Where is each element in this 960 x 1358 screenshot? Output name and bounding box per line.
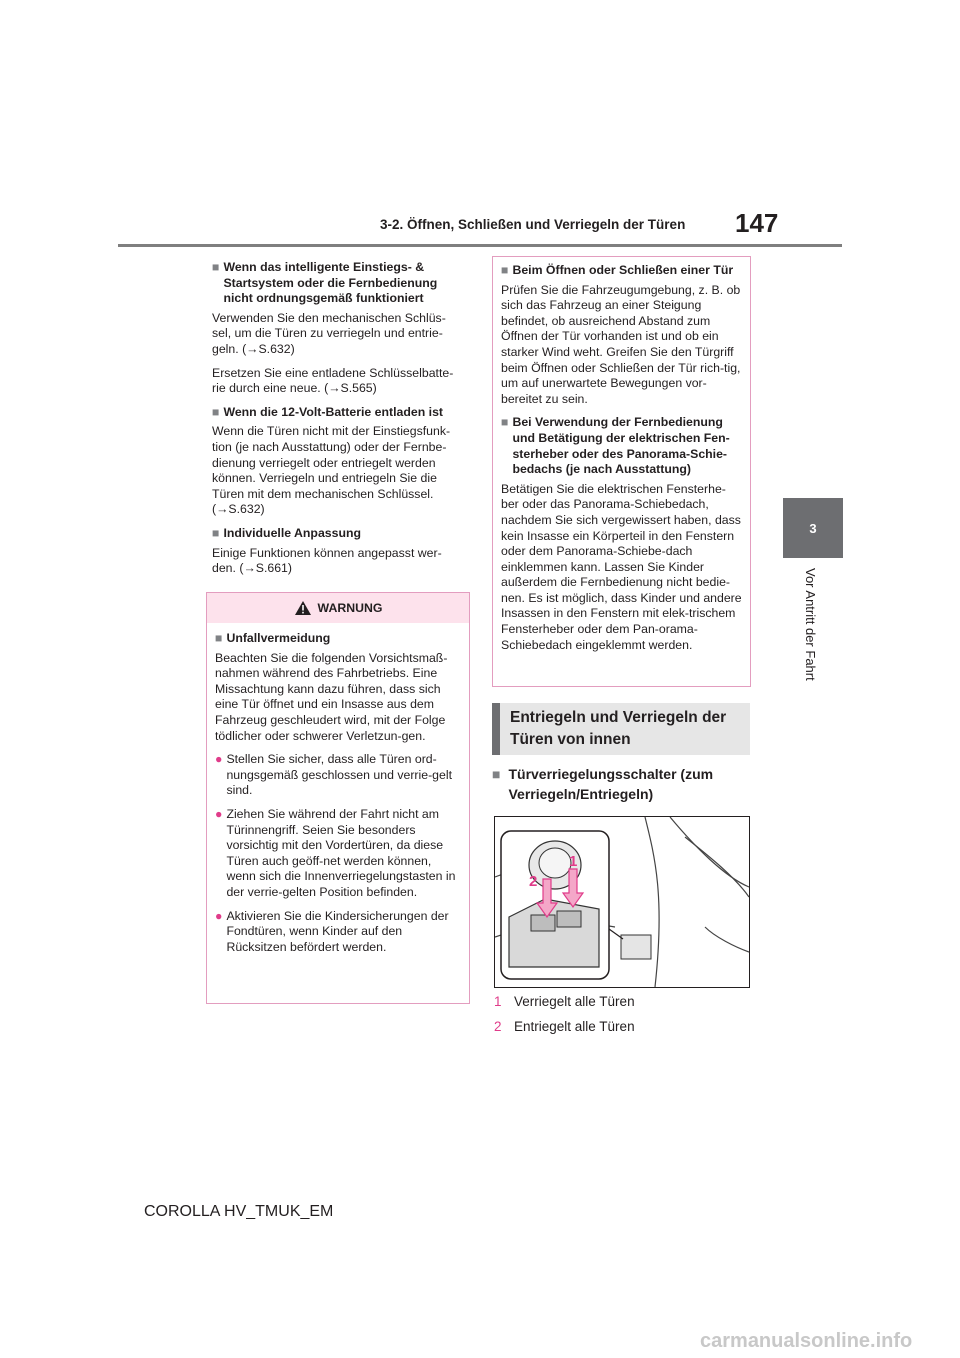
square-bullet-icon: ■ (212, 404, 220, 419)
caption-number: 2 (494, 1019, 502, 1034)
left-column (212, 260, 464, 585)
chapter-label: Vor Antritt der Fahrt (803, 568, 818, 681)
square-bullet-icon: ■ (501, 415, 509, 430)
subheading (212, 526, 464, 542)
paragraph: Ersetzen Sie eine entladene Schlüsselbatte-rie durch eine neue. (→S.565) (212, 365, 454, 396)
figure-label-1: 1 (569, 853, 578, 870)
bullet-dot-icon: ● (215, 752, 223, 767)
warning-box (206, 592, 470, 1004)
subheading (501, 415, 742, 477)
square-bullet-icon: ■ (215, 631, 223, 645)
square-bullet-icon: ■ (501, 263, 509, 277)
caption-item (494, 994, 635, 1009)
subheading-text: Türverriegelungsschalter (zum Verriegeln/Entriegeln) (508, 766, 714, 802)
watermark: carmanualsonline.info (700, 1330, 913, 1352)
list-item-text: Stellen Sie sicher, dass alle Türen ord-nungsgemäß geschlossen und verrie-gelt sind. (226, 752, 453, 798)
subheading (492, 764, 750, 804)
list-item-text: Aktivieren Sie die Kindersicherungen der Fondtüren, wenn Kinder auf den Rücksitzen befördert werden. (226, 908, 449, 954)
subheading-text: Unfallvermeidung (226, 631, 331, 645)
bullet-dot-icon: ● (215, 908, 223, 923)
page-number: 147 (735, 208, 779, 238)
paragraph: Verwenden Sie den mechanischen Schlüs-sel, um die Türen zu verriegeln und entrie-geln. (→S.632) (212, 310, 446, 356)
caption-text: Entriegelt alle Türen (514, 1019, 635, 1034)
door-panel-drawing (495, 817, 749, 987)
caption-text: Verriegelt alle Türen (514, 994, 635, 1009)
paragraph: Einige Funktionen können angepasst wer-den. (→S.661) (212, 545, 442, 576)
header-divider (118, 244, 842, 247)
subheading (212, 260, 464, 307)
list-item-text: Ziehen Sie während der Fahrt nicht am Türinnengriff. Seien Sie besonders vorsichtig mit den Vordertüren, da diese Türen auch geöff-net werden können, wenn sich die Innenverriegelungstasten in der verrie-gelten Position befinden. (226, 806, 456, 899)
footer-model: COROLLA HV_TMUK_EM (144, 1203, 334, 1220)
figure-label-2: 2 (529, 873, 538, 890)
section-heading: Entriegeln und Verriegeln der Türen von innen (492, 703, 750, 755)
subheading (501, 263, 742, 279)
info-box (492, 256, 751, 687)
subheading-text: Bei Verwendung der Fernbedienung und Betätigung der elektrischen Fen-sterheber oder des Panorama-Schie-bedachs (je nach Ausstattung) (512, 415, 730, 477)
paragraph: Betätigen Sie die elektrischen Fensterhe-ber oder das Panorama-Schiebedach, nachdem Sie sich vergewissert haben, dass kein Insasse ein Körperteil in den Fenstern oder dem Panorama-Schiebe-dach einklemmen kann. Lassen Sie Kinder außerdem die Fernbedienung nicht bedie-nen. Es ist möglich, dass Kinder und andere Insassen in den Fenstern mit elek-trischem Fensterheber oder dem Pan-orama-Schiebedach eingeklemmt werden. (501, 481, 742, 652)
subheading (215, 631, 461, 647)
caption-number: 1 (494, 994, 502, 1009)
square-bullet-icon: ■ (212, 260, 220, 274)
square-bullet-icon: ■ (492, 766, 501, 782)
list-item (215, 909, 461, 956)
square-bullet-icon: ■ (212, 525, 220, 540)
section-header-title: 3-2. Öffnen, Schließen und Verriegeln der Türen (380, 217, 686, 232)
caption-item (494, 1019, 635, 1034)
subheading-text: Wenn das intelligente Einstiegs- & Startsystem oder die Fernbedienung nicht ordnungsgemäß funktioniert (223, 260, 438, 306)
warning-header (207, 593, 469, 623)
warning-body (207, 623, 469, 955)
chapter-tab (783, 498, 843, 558)
paragraph: Beachten Sie die folgenden Vorsichtsmaß-nahmen während des Fahrbetriebs. Eine Missachtung kann dazu führen, dass sich eine Tür öffnet und ein Insasse aus dem Fahrzeug geschleudert wird, mit der Folge tödlicher oder schwerer Verletzun-gen. (215, 650, 448, 743)
bullet-dot-icon: ● (215, 806, 223, 821)
subheading (212, 405, 464, 421)
subheading-text: Beim Öffnen oder Schließen einer Tür (512, 263, 734, 277)
subheading-text: Wenn die 12-Volt-Batterie entladen ist (223, 404, 443, 419)
chapter-number: 3 (809, 520, 817, 536)
paragraph: Prüfen Sie die Fahrzeugumgebung, z. B. ob sich das Fahrzeug an einer Steigung befindet, ob ausreichend Abstand zum Öffnen der Tür vorhanden ist und ob ein starker Wind weht. Greifen Sie den Türgriff beim Öffnen oder Schließen der Tür rich-tig, um auf unerwartete Bewegungen vor-bereitet zu sein. (501, 282, 741, 406)
list-item (215, 752, 461, 799)
warning-title: WARNUNG (317, 601, 383, 615)
subheading-text: Individuelle Anpassung (223, 525, 361, 540)
list-item (215, 807, 461, 901)
paragraph: Wenn die Türen nicht mit der Einstiegsfunk-tion (je nach Ausstattung) oder der Fernbe-dienung verriegelt oder entriegelt werden können. Verriegeln und entriegeln Sie die Türen mit dem mechanischen Schlüssel. (→S.632) (212, 424, 451, 517)
door-lock-switch-illustration (494, 816, 750, 988)
warning-triangle-icon (294, 600, 312, 616)
